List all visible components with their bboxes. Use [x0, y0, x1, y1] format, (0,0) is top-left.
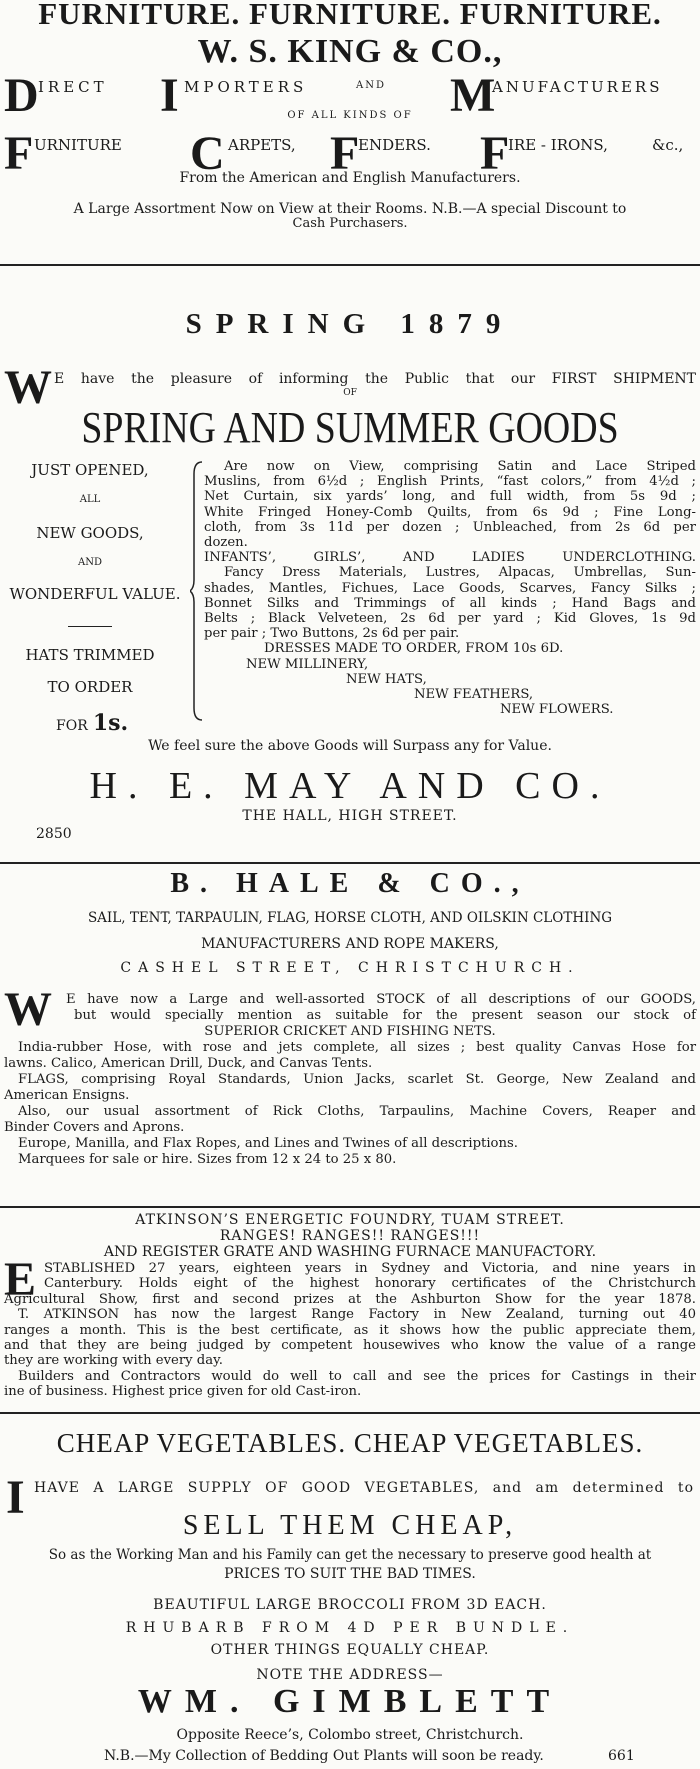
may-right-hats: NEW HATS, [346, 671, 427, 687]
may-left-to-order: TO ORDER [47, 678, 133, 696]
word-urniture: URNITURE [34, 136, 122, 154]
gimblett-rhubarb: RHUBARB FROM 4D PER BUNDLE. [125, 1620, 575, 1636]
spring-year-heading: SPRING 1879 [185, 308, 515, 340]
may-of: OF [343, 388, 357, 398]
may-right-millinery: NEW MILLINERY, [246, 656, 369, 672]
hale-body-line: Europe, Manilla, and Flax Ropes, and Lines and Twines of all descriptions. [18, 1136, 518, 1151]
drop-cap-f1: F [4, 128, 34, 174]
hale-products: SAIL, TENT, TARPAULIN, FLAG, HORSE CLOTH, AND OILSKIN CLOTHING [87, 910, 613, 926]
may-left-for: FOR [56, 718, 88, 734]
gimblett-note-address: NOTE THE ADDRESS— [256, 1667, 444, 1683]
atkinson-body-line: STABLISHED 27 years, eighteen years in Sydney and Victoria, and nine years in [44, 1261, 696, 1276]
may-left-price: 1s. [92, 710, 129, 736]
gimblett-prices: PRICES TO SUIT THE BAD TIMES. [224, 1566, 476, 1582]
may-right-line: cloth, from 3s 11d per dozen ; Unbleached, from 2s 6d per [204, 519, 696, 535]
word-and: AND [356, 80, 386, 91]
may-left-price-line [56, 710, 176, 736]
word-irect: IRECT [38, 78, 108, 96]
hale-street: CASHEL STREET, CHRISTCHURCH. [120, 960, 580, 976]
divider-rule [0, 1206, 700, 1208]
hale-body-line: India-rubber Hose, with rose and jets complete, all sizes ; best quality Canvas Hose for [18, 1040, 696, 1055]
may-ad-number: 2850 [36, 826, 72, 842]
atkinson-manufactory: AND REGISTER GRATE AND WASHING FURNACE MANUFACTORY. [103, 1244, 597, 1260]
hale-body-line: Binder Covers and Aprons. [4, 1120, 185, 1135]
may-right-line: Net Curtain, six yards’ long, and full width, from 5s 9d ; [204, 489, 696, 505]
divider-rule [0, 1412, 700, 1414]
king-firm-name: W. S. KING & CO., [197, 33, 503, 70]
word-ire-irons: IRE - IRONS, [508, 136, 608, 154]
hale-body [4, 992, 696, 1168]
drop-cap-f2: F [330, 128, 360, 174]
atkinson-body [4, 1261, 696, 1400]
may-right-underclothing: INFANTS’, GIRLS’, AND LADIES UNDERCLOTHING. [204, 550, 696, 566]
may-right-dresses: DRESSES MADE TO ORDER, FROM 10s 6D. [264, 641, 564, 657]
atkinson-foundry: ATKINSON’S ENERGETIC FOUNDRY, TUAM STREET. [135, 1212, 565, 1228]
gimblett-ad-number: 661 [608, 1748, 635, 1764]
king-line-importers [0, 72, 700, 114]
gimblett-intro: HAVE A LARGE SUPPLY OF GOOD VEGETABLES, and am determined to [34, 1480, 694, 1496]
gimblett-intro-line [0, 1474, 700, 1514]
hale-makers: MANUFACTURERS AND ROPE MAKERS, [201, 936, 499, 952]
atkinson-body-line: Agricultural Show, first and second prizes at the Ashburton Show for the year 1878. [4, 1291, 696, 1307]
may-right-column [204, 459, 696, 717]
may-right-line: Fancy Dress Materials, Lustres, Alpacas, Umbrellas, Sun- [224, 565, 696, 581]
divider-rule [0, 264, 700, 266]
may-intro: E have the pleasure of informing the Public that our FIRST SHIPMENT [54, 371, 696, 387]
vegetables-banner: CHEAP VEGETABLES. CHEAP VEGETABLES. [56, 1428, 644, 1458]
may-address: THE HALL, HIGH STREET. [242, 808, 458, 824]
gimblett-other-things: OTHER THINGS EQUALLY CHEAP. [210, 1642, 490, 1658]
drop-cap-e: E [4, 1256, 37, 1296]
hale-body-line: Also, our usual assortment of Rick Cloths, Tarpaulins, Machine Covers, Reaper and [18, 1104, 696, 1119]
may-firm-name: H. E. MAY AND CO. [89, 765, 611, 807]
may-left-new-goods: NEW GOODS, [36, 524, 144, 542]
king-all-kinds: OF ALL KINDS OF [287, 110, 413, 121]
may-right-flowers: NEW FLOWERS. [500, 702, 614, 718]
may-left-rule [68, 626, 112, 627]
hale-body-line: but would specially mention as suitable for the present season our stock of [74, 1008, 696, 1023]
may-right-line: Belts ; Black Velveteen, 2s 6d per yard ; Kid Gloves, 1s 9d [204, 611, 696, 627]
word-arpets: ARPETS, [228, 136, 296, 154]
atkinson-ranges: RANGES! RANGES!! RANGES!!! [219, 1228, 481, 1244]
drop-cap-w: W [4, 986, 52, 1026]
divider-rule [0, 862, 700, 864]
word-etc: &c., [652, 136, 684, 154]
may-right-line: per pair ; Two Buttons, 2s 6d per pair. [204, 626, 460, 642]
gimblett-nb: N.B.—My Collection of Bedding Out Plants will soon be ready. [104, 1748, 544, 1764]
gimblett-name: WM. GIMBLETT [137, 1683, 563, 1720]
word-enders: ENDERS. [358, 136, 431, 154]
may-right-line: Muslins, from 6½d ; English Prints, “fast colors,” from 4½d ; [204, 474, 696, 490]
king-assortment: A Large Assortment Now on View at their Rooms. N.B.—A special Discount to [73, 201, 627, 217]
hale-body-line: E have now a Large and well-assorted STOCK of all descriptions of our GOODS, [66, 992, 696, 1007]
may-left-all: ALL [79, 494, 101, 505]
gimblett-broccoli: BEAUTIFUL LARGE BROCCOLI FROM 3D EACH. [153, 1597, 547, 1613]
may-left-wonderful: WONDERFUL VALUE. [9, 585, 181, 603]
atkinson-body-line: Builders and Contractors would do well to call and see the prices for Castings in their [18, 1368, 696, 1384]
may-right-line: Bonnet Silks and Trimmings of all kinds ; Hand Bags and [204, 595, 696, 611]
drop-cap-f3: F [480, 128, 510, 174]
atkinson-body-line: T. ATKINSON has now the largest Range Factory in New Zealand, turning out 40 [18, 1307, 696, 1323]
drop-cap-w: W [4, 364, 52, 404]
hale-body-line: FLAGS, comprising Royal Standards, Union Jacks, scarlet St. George, New Zealand and [18, 1072, 696, 1087]
hale-nets: SUPERIOR CRICKET AND FISHING NETS. [204, 1024, 496, 1039]
may-left-hats: HATS TRIMMED [25, 646, 155, 664]
atkinson-body-line: they are working with every day. [4, 1353, 223, 1369]
word-mporters: MPORTERS [184, 78, 308, 96]
drop-cap-i: I [160, 72, 179, 114]
hale-firm-name: B. HALE & CO., [170, 868, 530, 899]
hale-body-line: Marquees for sale or hire. Sizes from 12 x 24 to 25 x 80. [18, 1152, 397, 1167]
atkinson-body-line: ranges a month. This is the best certificate, as it shows how the public appreciate them, [4, 1322, 696, 1338]
drop-cap-d: D [4, 72, 39, 114]
atkinson-body-line: and that they are being judged by competent housewives who know the value of a range [4, 1338, 696, 1354]
may-right-line: Are now on View, comprising Satin and Lace Striped [224, 459, 696, 474]
may-right-line: White Fringed Honey-Comb Quilts, from 6s 9d ; Fine Long- [204, 504, 696, 520]
hale-body-line: American Ensigns. [4, 1088, 130, 1103]
gimblett-working-man: So as the Working Man and his Family can get the necessary to preserve good health at [48, 1547, 652, 1563]
may-right-line: shades, Mantles, Fichues, Lace Goods, Scarves, Fancy Silks ; [204, 580, 696, 596]
may-left-just-opened: JUST OPENED, [31, 461, 149, 479]
drop-cap-i: I [6, 1474, 25, 1514]
gimblett-nb-line [0, 1748, 700, 1768]
drop-cap-m: M [450, 72, 496, 114]
king-cash: Cash Purchasers. [292, 216, 408, 231]
may-intro-line [0, 364, 700, 404]
may-right-feathers: NEW FEATHERS, [414, 687, 534, 703]
word-anufacturers: ANUFACTURERS [492, 78, 663, 96]
drop-cap-c: C [190, 128, 225, 174]
may-surpass: We feel sure the above Goods will Surpass any for Value. [148, 738, 552, 754]
may-right-line: dozen. [204, 535, 248, 551]
atkinson-body-line: Canterbury. Holds eight of the highest honorary certificates of the Christchurch [44, 1276, 696, 1292]
king-origin: From the American and English Manufacturers. [179, 170, 521, 186]
atkinson-body-line: ine of business. Highest price given for old Cast-iron. [4, 1384, 362, 1400]
king-line-furniture [0, 128, 700, 174]
hale-body-line: lawns. Calico, American Drill, Duck, and Canvas Tents. [4, 1056, 373, 1071]
gimblett-sell-them-cheap: SELL THEM CHEAP, [182, 1510, 518, 1541]
may-left-and: AND [78, 557, 102, 568]
gimblett-address: Opposite Reece’s, Colombo street, Christchurch. [176, 1727, 524, 1743]
furniture-banner: FURNITURE. FURNITURE. FURNITURE. [38, 0, 662, 31]
may-headline: SPRING AND SUMMER GOODS [81, 403, 619, 452]
